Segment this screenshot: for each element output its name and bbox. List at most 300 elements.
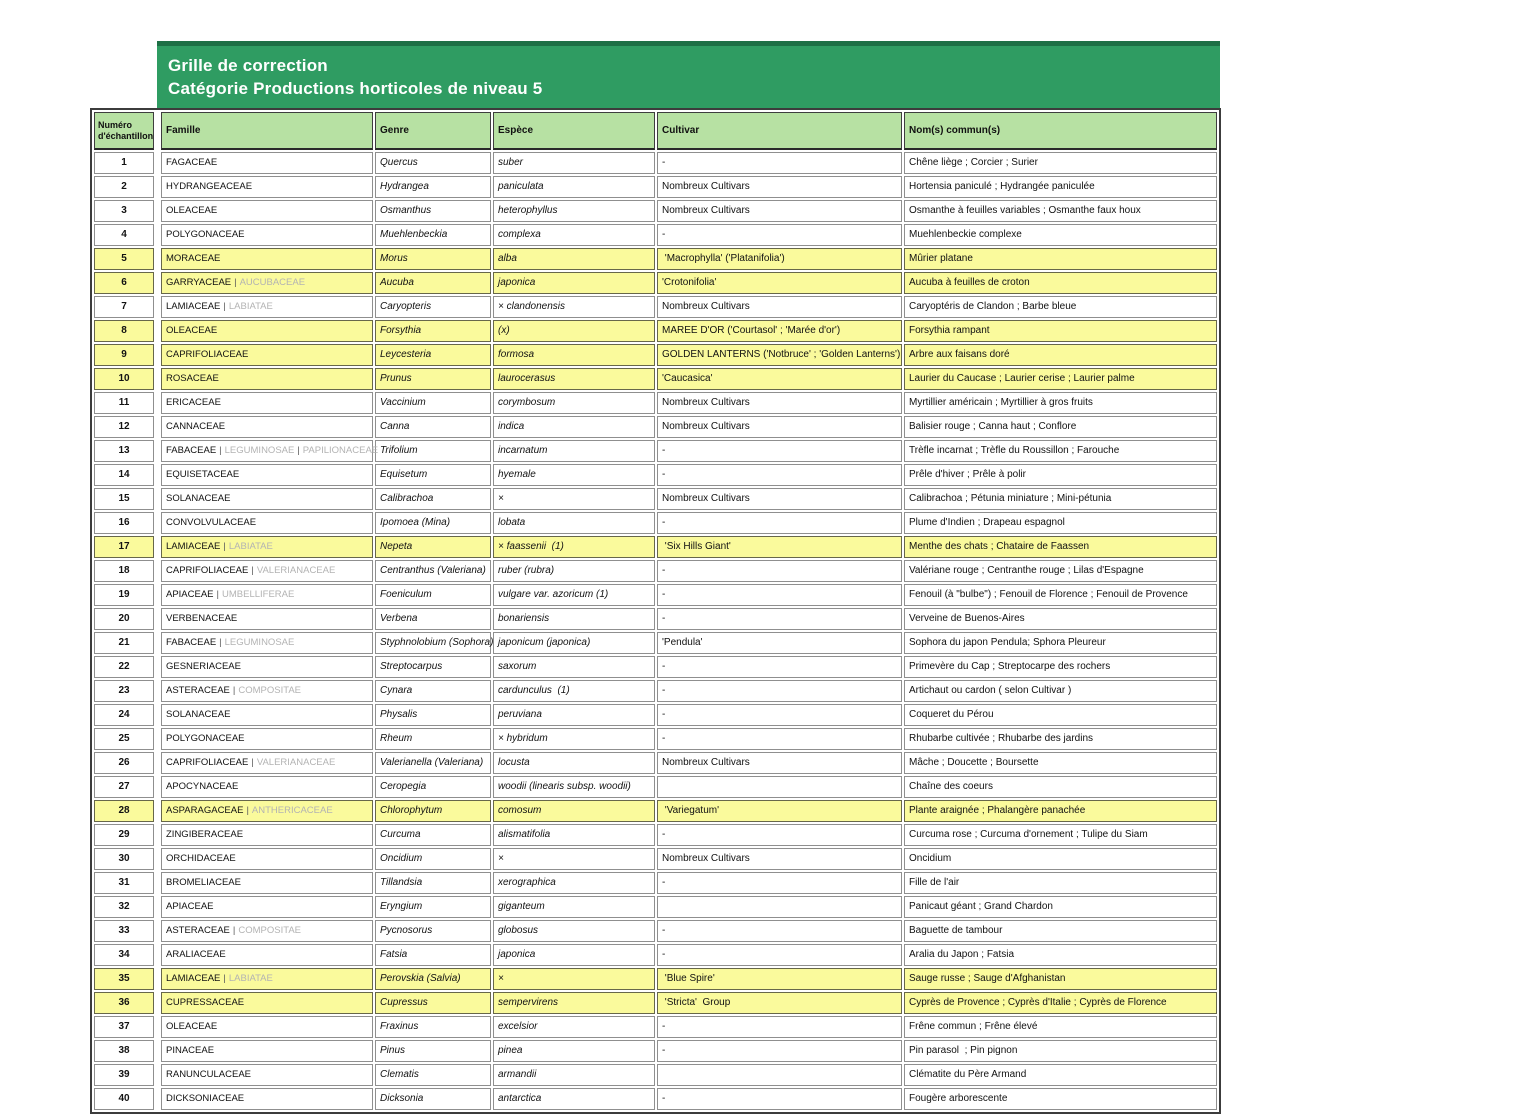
table-row (94, 320, 1217, 342)
cell-famille (161, 752, 373, 774)
cell-cultivar: - (657, 728, 902, 750)
table-row (94, 152, 1217, 174)
famille-name: APOCYNACEAE (166, 781, 239, 792)
table-row (94, 584, 1217, 606)
famille-name: EQUISETACEAE (166, 469, 240, 480)
column-gap (156, 368, 159, 390)
famille-name: FABACEAE (166, 445, 217, 456)
cell-genre: Eryngium (375, 896, 491, 918)
column-gap (156, 848, 159, 870)
cell-numero: 38 (94, 1040, 154, 1062)
cell-genre: Fraxinus (375, 1016, 491, 1038)
famille-name: OLEACEAE (166, 1021, 218, 1032)
famille-name: MORACEAE (166, 253, 221, 264)
cell-noms-communs: Primevère du Cap ; Streptocarpe des rochers (904, 656, 1217, 678)
cell-genre: Tillandsia (375, 872, 491, 894)
column-gap (156, 728, 159, 750)
cell-noms-communs: Mûrier platane (904, 248, 1217, 270)
cell-famille (161, 296, 373, 318)
table-row (94, 416, 1217, 438)
famille-name: ARALIACEAE (166, 949, 226, 960)
famille-name: FABACEAE (166, 637, 217, 648)
cell-numero: 20 (94, 608, 154, 630)
famille-name: ASTERACEAE (166, 685, 230, 696)
cell-numero: 21 (94, 632, 154, 654)
table-row (94, 1016, 1217, 1038)
cell-cultivar: - (657, 608, 902, 630)
famille-name: OLEACEAE (166, 325, 218, 336)
cell-numero: 10 (94, 368, 154, 390)
cell-cultivar: GOLDEN LANTERNS ('Notbruce' ; 'Golden Lanterns') (657, 344, 902, 366)
cell-espece: formosa (493, 344, 655, 366)
famille-name: ASPARAGACEAE (166, 805, 244, 816)
famille-name: SOLANACEAE (166, 709, 231, 720)
cell-numero: 19 (94, 584, 154, 606)
cell-cultivar: - (657, 440, 902, 462)
cell-cultivar: Nombreux Cultivars (657, 296, 902, 318)
famille-separator: | (223, 541, 226, 552)
cell-genre: Hydrangea (375, 176, 491, 198)
famille-name: CAPRIFOLIACEAE (166, 349, 249, 360)
column-gap (156, 248, 159, 270)
cell-famille (161, 536, 373, 558)
famille-separator: | (246, 805, 249, 816)
table-row (94, 536, 1217, 558)
cell-cultivar: - (657, 584, 902, 606)
cell-espece: comosum (493, 800, 655, 822)
famille-synonym: AUCUBACEAE (239, 277, 306, 288)
cell-numero: 23 (94, 680, 154, 702)
column-gap (156, 176, 159, 198)
famille-name: LAMIACEAE (166, 541, 221, 552)
cell-espece: cardunculus (1) (493, 680, 655, 702)
famille-synonym: LABIATAE (228, 973, 273, 984)
cell-numero: 35 (94, 968, 154, 990)
cell-genre: Chlorophytum (375, 800, 491, 822)
column-gap (156, 944, 159, 966)
cell-noms-communs: Sauge russe ; Sauge d'Afghanistan (904, 968, 1217, 990)
cell-cultivar: - (657, 824, 902, 846)
table-row (94, 968, 1217, 990)
table-row (94, 200, 1217, 222)
column-gap (156, 512, 159, 534)
cell-numero: 18 (94, 560, 154, 582)
cell-genre: Curcuma (375, 824, 491, 846)
table-row (94, 896, 1217, 918)
cell-espece: peruviana (493, 704, 655, 726)
cell-noms-communs: Plume d'Indien ; Drapeau espagnol (904, 512, 1217, 534)
cell-cultivar: 'Pendula' (657, 632, 902, 654)
famille-separator: | (297, 445, 300, 456)
cell-numero: 31 (94, 872, 154, 894)
cell-espece: suber (493, 152, 655, 174)
column-gap (156, 272, 159, 294)
table-row (94, 824, 1217, 846)
cell-genre: Clematis (375, 1064, 491, 1086)
cell-cultivar: 'Caucasica' (657, 368, 902, 390)
cell-espece: bonariensis (493, 608, 655, 630)
cell-numero: 13 (94, 440, 154, 462)
table-row (94, 440, 1217, 462)
famille-synonym: PAPILIONACEAE (302, 445, 379, 456)
cell-espece: (x) (493, 320, 655, 342)
cell-famille (161, 800, 373, 822)
cell-famille (161, 992, 373, 1014)
cell-cultivar: - (657, 656, 902, 678)
cell-genre: Streptocarpus (375, 656, 491, 678)
cell-espece: × faassenii (1) (493, 536, 655, 558)
column-gap (156, 1040, 159, 1062)
table-row (94, 944, 1217, 966)
cell-numero: 34 (94, 944, 154, 966)
famille-name: BROMELIACEAE (166, 877, 241, 888)
famille-name: OLEACEAE (166, 205, 218, 216)
cell-numero: 6 (94, 272, 154, 294)
famille-name: VERBENACEAE (166, 613, 238, 624)
column-gap (156, 824, 159, 846)
famille-name: CUPRESSACEAE (166, 997, 245, 1008)
cell-espece: × (493, 848, 655, 870)
cell-genre: Pinus (375, 1040, 491, 1062)
cell-genre: Styphnolobium (Sophora) (375, 632, 491, 654)
cell-numero: 28 (94, 800, 154, 822)
table-row (94, 224, 1217, 246)
cell-genre: Equisetum (375, 464, 491, 486)
cell-espece: japonica (493, 944, 655, 966)
table-row (94, 776, 1217, 798)
cell-noms-communs: Hortensia paniculé ; Hydrangée paniculée (904, 176, 1217, 198)
famille-synonym: UMBELLIFERAE (222, 589, 295, 600)
famille-synonym: LEGUMINOSAE (224, 637, 295, 648)
cell-noms-communs: Calibrachoa ; Pétunia miniature ; Mini-pétunia (904, 488, 1217, 510)
famille-name: ASTERACEAE (166, 925, 230, 936)
cell-numero: 1 (94, 152, 154, 174)
cell-espece: heterophyllus (493, 200, 655, 222)
cell-famille (161, 728, 373, 750)
cell-famille (161, 1016, 373, 1038)
cell-famille (161, 1040, 373, 1062)
famille-name: APIACEAE (166, 589, 214, 600)
famille-name: PINACEAE (166, 1045, 215, 1056)
table-row (94, 1040, 1217, 1062)
column-gap (156, 632, 159, 654)
cell-cultivar: 'Crotonifolia' (657, 272, 902, 294)
cell-espece: lobata (493, 512, 655, 534)
cell-famille (161, 224, 373, 246)
cell-famille (161, 824, 373, 846)
column-gap (156, 112, 159, 150)
cell-famille (161, 320, 373, 342)
table-row (94, 728, 1217, 750)
table-row (94, 272, 1217, 294)
cell-espece: alismatifolia (493, 824, 655, 846)
cell-genre: Muehlenbeckia (375, 224, 491, 246)
cell-noms-communs: Muehlenbeckie complexe (904, 224, 1217, 246)
cell-numero: 24 (94, 704, 154, 726)
cell-noms-communs: Frêne commun ; Frêne élevé (904, 1016, 1217, 1038)
famille-name: APIACEAE (166, 901, 214, 912)
cell-famille (161, 680, 373, 702)
famille-name: ORCHIDACEAE (166, 853, 236, 864)
table-row (94, 560, 1217, 582)
cell-noms-communs: Clématite du Père Armand (904, 1064, 1217, 1086)
title-banner (157, 41, 1220, 108)
famille-separator: | (232, 925, 236, 936)
cell-espece: saxorum (493, 656, 655, 678)
famille-synonym: ANTHERICACEAE (251, 805, 333, 816)
cell-numero: 27 (94, 776, 154, 798)
cell-noms-communs: Pin parasol ; Pin pignon (904, 1040, 1217, 1062)
cell-espece: × hybridum (493, 728, 655, 750)
cell-noms-communs: Artichaut ou cardon ( selon Cultivar ) (904, 680, 1217, 702)
cell-espece: incarnatum (493, 440, 655, 462)
famille-synonym: LABIATAE (228, 541, 273, 552)
table-row (94, 1064, 1217, 1086)
cell-famille (161, 584, 373, 606)
cell-noms-communs: Prêle d'hiver ; Prêle à polir (904, 464, 1217, 486)
cell-numero: 16 (94, 512, 154, 534)
famille-name: DICKSONIACEAE (166, 1093, 245, 1104)
table-row (94, 488, 1217, 510)
cell-famille (161, 248, 373, 270)
cell-famille (161, 872, 373, 894)
cell-noms-communs: Trèfle incarnat ; Trèfle du Roussillon ; Farouche (904, 440, 1217, 462)
cell-noms-communs: Coqueret du Pérou (904, 704, 1217, 726)
column-header-1: Numéro d'échantillon (94, 112, 154, 150)
cell-cultivar: - (657, 1040, 902, 1062)
column-gap (156, 440, 159, 462)
table-row (94, 752, 1217, 774)
famille-synonym: VALERIANACEAE (256, 565, 336, 576)
cell-espece: ruber (rubra) (493, 560, 655, 582)
famille-synonym: LABIATAE (228, 301, 273, 312)
cell-numero: 14 (94, 464, 154, 486)
cell-famille (161, 1088, 373, 1110)
cell-noms-communs: Forsythia rampant (904, 320, 1217, 342)
famille-synonym: VALERIANACEAE (256, 757, 336, 768)
cell-cultivar: - (657, 152, 902, 174)
cell-cultivar: 'Six Hills Giant' (657, 536, 902, 558)
famille-synonym: COMPOSITAE (238, 685, 301, 696)
cell-cultivar: - (657, 1088, 902, 1110)
column-gap (156, 968, 159, 990)
cell-numero: 36 (94, 992, 154, 1014)
table-row (94, 920, 1217, 942)
table-row (94, 632, 1217, 654)
table-row (94, 704, 1217, 726)
cell-numero: 37 (94, 1016, 154, 1038)
cell-noms-communs: Balisier rouge ; Canna haut ; Conflore (904, 416, 1217, 438)
cell-famille (161, 464, 373, 486)
famille-synonym: COMPOSITAE (238, 925, 301, 936)
cell-genre: Valerianella (Valeriana) (375, 752, 491, 774)
cell-numero: 32 (94, 896, 154, 918)
cell-noms-communs: Mâche ; Doucette ; Boursette (904, 752, 1217, 774)
cell-espece: × (493, 968, 655, 990)
cell-famille (161, 272, 373, 294)
cell-espece: hyemale (493, 464, 655, 486)
cell-genre: Prunus (375, 368, 491, 390)
cell-cultivar: Nombreux Cultivars (657, 848, 902, 870)
cell-numero: 15 (94, 488, 154, 510)
famille-name: CONVOLVULACEAE (166, 517, 257, 528)
cell-famille (161, 344, 373, 366)
cell-genre: Calibrachoa (375, 488, 491, 510)
famille-name: CANNACEAE (166, 421, 226, 432)
famille-name: POLYGONACEAE (166, 733, 245, 744)
cell-genre: Nepeta (375, 536, 491, 558)
column-gap (156, 776, 159, 798)
cell-espece: indica (493, 416, 655, 438)
table-row (94, 392, 1217, 414)
cell-noms-communs: Aralia du Japon ; Fatsia (904, 944, 1217, 966)
cell-cultivar: - (657, 224, 902, 246)
cell-cultivar: - (657, 512, 902, 534)
cell-famille (161, 608, 373, 630)
famille-separator: | (223, 973, 226, 984)
cell-famille (161, 704, 373, 726)
famille-separator: | (251, 565, 254, 576)
column-gap (156, 752, 159, 774)
cell-genre: Perovskia (Salvia) (375, 968, 491, 990)
cell-numero: 2 (94, 176, 154, 198)
cell-cultivar (657, 1064, 902, 1086)
cell-famille (161, 920, 373, 942)
cell-espece: excelsior (493, 1016, 655, 1038)
column-gap (156, 320, 159, 342)
column-gap (156, 1088, 159, 1110)
cell-noms-communs: Fougère arborescente (904, 1088, 1217, 1110)
cell-noms-communs: Menthe des chats ; Chataire de Faassen (904, 536, 1217, 558)
cell-numero: 11 (94, 392, 154, 414)
column-gap (156, 392, 159, 414)
cell-cultivar: - (657, 944, 902, 966)
cell-famille (161, 440, 379, 462)
cell-famille (161, 848, 373, 870)
cell-noms-communs: Osmanthe à feuilles variables ; Osmanthe faux houx (904, 200, 1217, 222)
column-header-2: Famille (161, 112, 373, 150)
cell-numero: 8 (94, 320, 154, 342)
cell-noms-communs: Panicaut géant ; Grand Chardon (904, 896, 1217, 918)
cell-famille (161, 1064, 373, 1086)
famille-name: ERICACEAE (166, 397, 221, 408)
column-gap (156, 800, 159, 822)
cell-famille (161, 368, 373, 390)
cell-genre: Fatsia (375, 944, 491, 966)
table-row (94, 872, 1217, 894)
cell-genre: Foeniculum (375, 584, 491, 606)
cell-genre: Centranthus (Valeriana) (375, 560, 491, 582)
famille-name: SOLANACEAE (166, 493, 231, 504)
cell-genre: Physalis (375, 704, 491, 726)
column-gap (156, 224, 159, 246)
cell-espece: xerographica (493, 872, 655, 894)
column-gap (156, 584, 159, 606)
famille-name: CAPRIFOLIACEAE (166, 757, 249, 768)
cell-cultivar: 'Macrophylla' ('Platanifolia') (657, 248, 902, 270)
cell-cultivar: Nombreux Cultivars (657, 176, 902, 198)
cell-genre: Aucuba (375, 272, 491, 294)
cell-espece: woodii (linearis subsp. woodii) (493, 776, 655, 798)
cell-cultivar (657, 776, 902, 798)
cell-espece: japonica (493, 272, 655, 294)
cell-noms-communs: Plante araignée ; Phalangère panachée (904, 800, 1217, 822)
page-subtitle: Catégorie Productions horticoles de niveau 5 (168, 79, 543, 98)
cell-noms-communs: Fille de l'air (904, 872, 1217, 894)
famille-name: GESNERIACEAE (166, 661, 241, 672)
table-row (94, 296, 1217, 318)
cell-genre: Ceropegia (375, 776, 491, 798)
cell-noms-communs: Oncidium (904, 848, 1217, 870)
cell-numero: 7 (94, 296, 154, 318)
cell-noms-communs: Sophora du japon Pendula; Sphora Pleureur (904, 632, 1217, 654)
table-row (94, 464, 1217, 486)
cell-noms-communs: Rhubarbe cultivée ; Rhubarbe des jardins (904, 728, 1217, 750)
cell-espece: pinea (493, 1040, 655, 1062)
header-row (94, 112, 1217, 150)
cell-noms-communs: Curcuma rose ; Curcuma d'ornement ; Tulipe du Siam (904, 824, 1217, 846)
famille-separator: | (223, 301, 226, 312)
cell-genre: Dicksonia (375, 1088, 491, 1110)
cell-cultivar: - (657, 872, 902, 894)
column-gap (156, 896, 159, 918)
cell-espece: sempervirens (493, 992, 655, 1014)
table-row (94, 176, 1217, 198)
column-gap (156, 560, 159, 582)
cell-genre: Osmanthus (375, 200, 491, 222)
cell-genre: Trifolium (375, 440, 491, 462)
cell-cultivar: 'Blue Spire' (657, 968, 902, 990)
cell-noms-communs: Valériane rouge ; Centranthe rouge ; Lilas d'Espagne (904, 560, 1217, 582)
cell-noms-communs: Baguette de tambour (904, 920, 1217, 942)
cell-noms-communs: Verveine de Buenos-Aires (904, 608, 1217, 630)
cell-cultivar: Nombreux Cultivars (657, 488, 902, 510)
table-body (94, 152, 1217, 1110)
column-gap (156, 920, 159, 942)
cell-cultivar (657, 896, 902, 918)
cell-genre: Leycesteria (375, 344, 491, 366)
cell-cultivar: - (657, 680, 902, 702)
cell-numero: 17 (94, 536, 154, 558)
cell-noms-communs: Chaîne des coeurs (904, 776, 1217, 798)
cell-espece: × clandonensis (493, 296, 655, 318)
cell-espece: antarctica (493, 1088, 655, 1110)
column-gap (156, 152, 159, 174)
cell-espece: laurocerasus (493, 368, 655, 390)
cell-noms-communs: Chêne liège ; Corcier ; Surier (904, 152, 1217, 174)
cell-famille (161, 944, 373, 966)
column-gap (156, 488, 159, 510)
cell-cultivar: Nombreux Cultivars (657, 416, 902, 438)
cell-noms-communs: Arbre aux faisans doré (904, 344, 1217, 366)
famille-separator: | (232, 685, 236, 696)
column-gap (156, 200, 159, 222)
cell-famille (161, 200, 373, 222)
cell-famille (161, 632, 373, 654)
cell-famille (161, 488, 373, 510)
famille-name: ROSACEAE (166, 373, 219, 384)
cell-famille (161, 656, 373, 678)
cell-noms-communs: Caryoptéris de Clandon ; Barbe bleue (904, 296, 1217, 318)
cell-genre: Cupressus (375, 992, 491, 1014)
cell-numero: 9 (94, 344, 154, 366)
cell-genre: Oncidium (375, 848, 491, 870)
cell-famille (161, 176, 373, 198)
cell-numero: 39 (94, 1064, 154, 1086)
column-gap (156, 872, 159, 894)
column-gap (156, 992, 159, 1014)
cell-genre: Morus (375, 248, 491, 270)
